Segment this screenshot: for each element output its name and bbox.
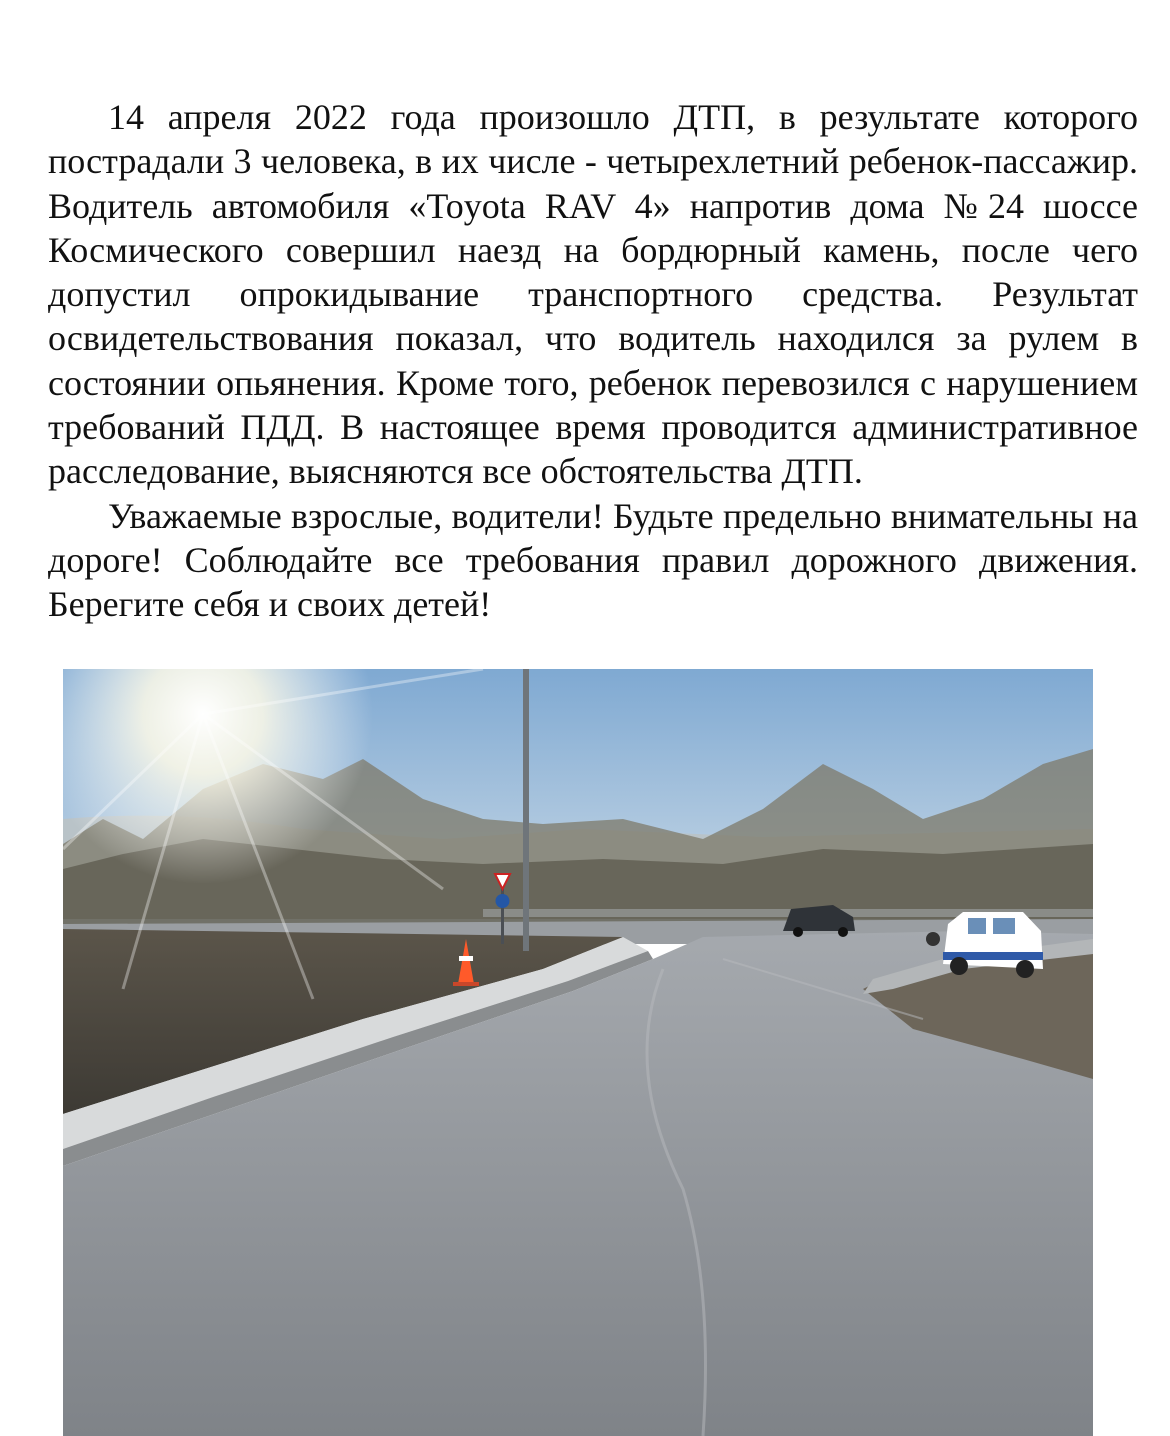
road-scene-photo: [63, 669, 1093, 1436]
paragraph-appeal: Уважаемые взрослые, водители! Будьте предельно внимательны на дороге! Соблюдайте все требования правил дорожного движения. Берегите себя и своих детей!: [48, 495, 1138, 625]
paragraph-incident: 14 апреля 2022 года произошло ДТП, в результате которого пострадали 3 человека, в их числе - четырехлетний ребенок-пассажир. Водитель автомобиля «Toyota RAV 4» напротив дома №24 шоссе Космического совершил наезд на бордюрный камень, после чего допустил опрокидывание транспортного средства. Результат освидетельствования показал, что водитель находился за рулем в состоянии опьянения. Кроме того, ребенок перевозился с нарушением требований ПДД. В настоящее время проводится административное расследование, выясняются все обстоятельства ДТП.: [48, 97, 1138, 492]
article-text: [48, 95, 1138, 627]
